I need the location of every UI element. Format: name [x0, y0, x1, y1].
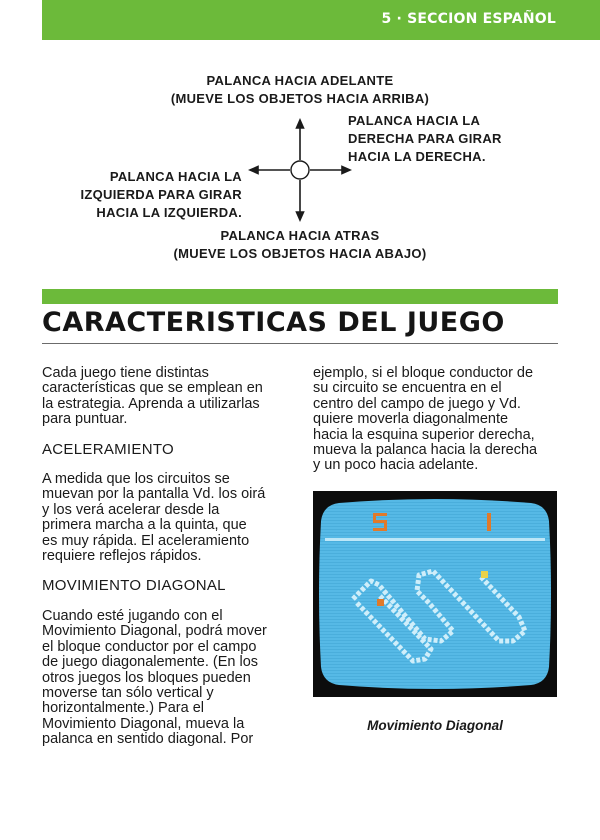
text-line: y los verá acelerar desde la	[42, 501, 220, 518]
text-line: centro del campo de juego y Vd.	[313, 395, 521, 412]
arrow-up-head	[297, 120, 304, 128]
label-right	[348, 112, 548, 166]
text-line: el bloque conductor por el campo	[42, 638, 257, 655]
game-screen-svg	[313, 491, 557, 697]
conductor-block-left	[377, 599, 384, 606]
game-screenshot	[313, 491, 557, 697]
section-title: CARACTERISTICAS DEL JUEGO	[42, 307, 505, 338]
label-line: PALANCA HACIA LA	[348, 113, 481, 128]
text-line: hacia la esquina superior derecha,	[313, 426, 535, 443]
label-left	[42, 168, 242, 222]
label-forward	[140, 72, 460, 108]
crt-field	[319, 499, 551, 689]
left-column	[42, 366, 292, 762]
text-line: primera marcha a la quinta, que	[42, 517, 247, 534]
text-line: Cuando esté jugando con el	[42, 607, 223, 624]
text-line: mueva la palanca hacia la derecha	[313, 442, 538, 459]
joystick-knob	[291, 161, 309, 179]
text-line: A medida que los circuitos se	[42, 471, 230, 488]
aceleramiento-paragraph	[42, 472, 292, 564]
text-line: moverse tan sólo vertical y	[42, 684, 214, 701]
text-line: requiere reflejos rápidos.	[42, 548, 202, 565]
intro-paragraph	[42, 366, 292, 428]
conductor-block-right	[481, 571, 488, 578]
text-line: Cada juego tiene distintas	[42, 365, 209, 381]
title-divider	[42, 343, 558, 344]
text-line: muevan por la pantalla Vd. los oirá	[42, 486, 266, 503]
label-line: DERECHA PARA GIRAR	[348, 131, 502, 146]
diagonal-paragraph	[42, 609, 292, 748]
text-line: es muy rápida. El aceleramiento	[42, 532, 250, 549]
label-line: (MUEVE LOS OBJETOS HACIA ARRIBA)	[170, 91, 430, 106]
text-line: y un poco hacia adelante.	[313, 457, 479, 474]
heading-movimiento-diagonal: MOVIMIENTO DIAGONAL	[42, 577, 226, 595]
label-line: HACIA LA DERECHA.	[348, 149, 486, 164]
screenshot-caption: Movimiento Diagonal	[367, 718, 503, 733]
text-line: palanca en sentido diagonal. Por	[42, 731, 254, 748]
header-bar	[42, 0, 600, 40]
text-line: su circuito se encuentra en el	[313, 380, 502, 397]
label-line: (MUEVE LOS OBJETOS HACIA ABAJO)	[173, 246, 427, 261]
arrow-left-head	[250, 167, 258, 174]
text-line: la estrategia. Aprenda a utilizarlas	[42, 395, 260, 412]
label-line: HACIA LA IZQUIERDA.	[96, 205, 242, 220]
arrow-down-head	[297, 212, 304, 220]
label-line: IZQUIERDA PARA GIRAR	[80, 187, 242, 202]
joystick-diagram-icon	[240, 110, 360, 230]
text-line: para puntuar.	[42, 411, 128, 428]
section-bar	[42, 289, 558, 304]
text-line: Movimiento Diagonal, podrá mover	[42, 623, 267, 640]
label-line: PALANCA HACIA LA	[109, 169, 242, 184]
text-line: Movimiento Diagonal, mueva la	[42, 715, 245, 732]
top-boundary	[325, 538, 545, 541]
continued-paragraph	[313, 366, 563, 474]
section-label: 5 · SECCION ESPAÑOL	[381, 11, 556, 27]
label-line: PALANCA HACIA ADELANTE	[206, 73, 394, 88]
text-line: de juego diagonalemente. (En los	[42, 654, 259, 671]
text-line: características que se emplean en	[42, 380, 263, 397]
heading-aceleramiento: ACELERAMIENTO	[42, 440, 174, 458]
text-line: quiere moverla diagonalmente	[313, 411, 509, 428]
right-column	[313, 366, 563, 488]
arrow-right-head	[342, 167, 350, 174]
label-line: PALANCA HACIA ATRAS	[220, 228, 380, 243]
text-line: horizontalmente.) Para el	[42, 700, 204, 717]
text-line: otros juegos los bloques pueden	[42, 669, 251, 686]
text-line: ejemplo, si el bloque conductor de	[313, 365, 534, 381]
label-back	[140, 227, 460, 263]
